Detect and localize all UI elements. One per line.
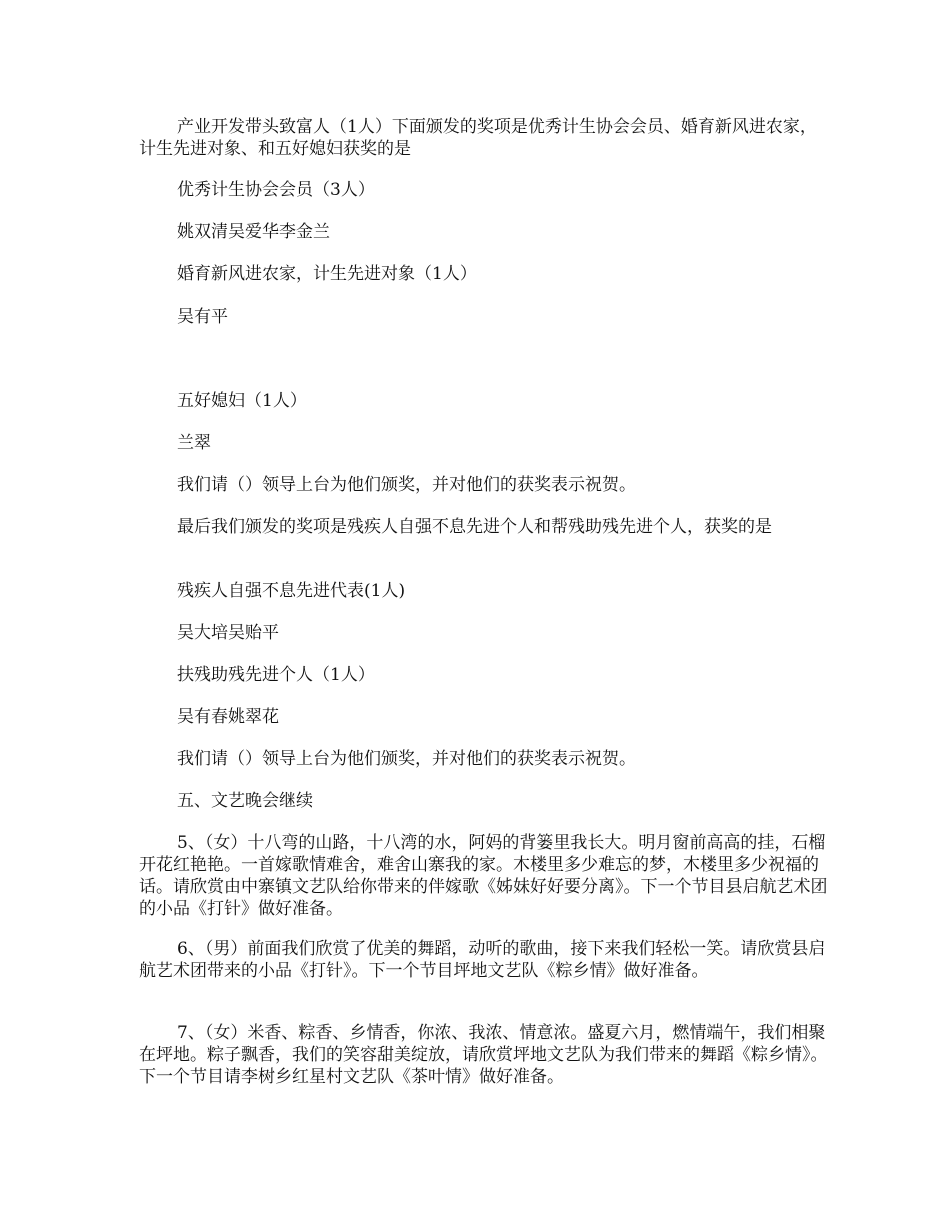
- paragraph-winner-names: 吴有春姚翠花: [177, 707, 279, 727]
- paragraph-program-7: 7、（女）米香、粽香、乡情香，你浓、我浓、情意浓。盛夏六月，燃情端午，我们相聚在坪地。粽子飘香，我们的笑容甜美绽放，请欣赏坪地文艺队为我们带来的舞蹈《粽乡情》。下一个节目请李树乡红星村文艺队《茶叶情》做好准备。: [139, 1023, 828, 1087]
- paragraph-winner-names: 兰翠: [177, 433, 211, 453]
- paragraph-award-title: 优秀计生协会会员（3人）: [177, 180, 375, 200]
- paragraph-winner-names: 吴有平: [177, 307, 228, 327]
- paragraph-winner-names: 姚双清吴爱华李金兰: [177, 222, 330, 242]
- paragraph-award-title: 婚育新风进农家，计生先进对象（1人）: [177, 264, 477, 284]
- paragraph-award-title: 扶残助残先进个人（1人）: [177, 665, 375, 685]
- paragraph-award-title: 五好媳妇（1人）: [177, 391, 307, 411]
- paragraph-award-intro: 最后我们颁发的奖项是残疾人自强不息先进个人和帮残助残先进个人，获奖的是: [177, 517, 772, 537]
- paragraph-invite-leader: 我们请（）领导上台为他们颁奖，并对他们的获奖表示祝贺。: [177, 749, 636, 769]
- section-heading: 五、文艺晚会继续: [177, 791, 313, 811]
- paragraph-program-6: 6、（男）前面我们欣赏了优美的舞蹈，动听的歌曲，接下来我们轻松一笑。请欣赏县启航艺术团带来的小品《打针》。下一个节目坪地文艺队《粽乡情》做好准备。: [139, 939, 826, 981]
- paragraph-award-intro: 产业开发带头致富人（1人）下面颁发的奖项是优秀计生协会会员、婚育新风进农家，计生先进对象、和五好媳妇获奖的是: [139, 117, 817, 159]
- paragraph-program-5: 5、（女）十八弯的山路，十八湾的水，阿妈的背篓里我长大。明月窗前高高的挂，石榴开花红艳艳。一首嫁歌情难舍，难舍山寨我的家。木楼里多少难忘的梦，木楼里多少祝福的话。请欣赏由中寨镇文艺队给你带来的伴嫁歌《姊妹好好要分离》。下一个节目县启航艺术团的小品《打针》做好准备。: [139, 833, 828, 919]
- paragraph-award-title: 残疾人自强不息先进代表(1人): [177, 581, 406, 601]
- paragraph-invite-leader: 我们请（）领导上台为他们颁奖，并对他们的获奖表示祝贺。: [177, 475, 636, 495]
- paragraph-winner-names: 吴大培吴贻平: [177, 623, 279, 643]
